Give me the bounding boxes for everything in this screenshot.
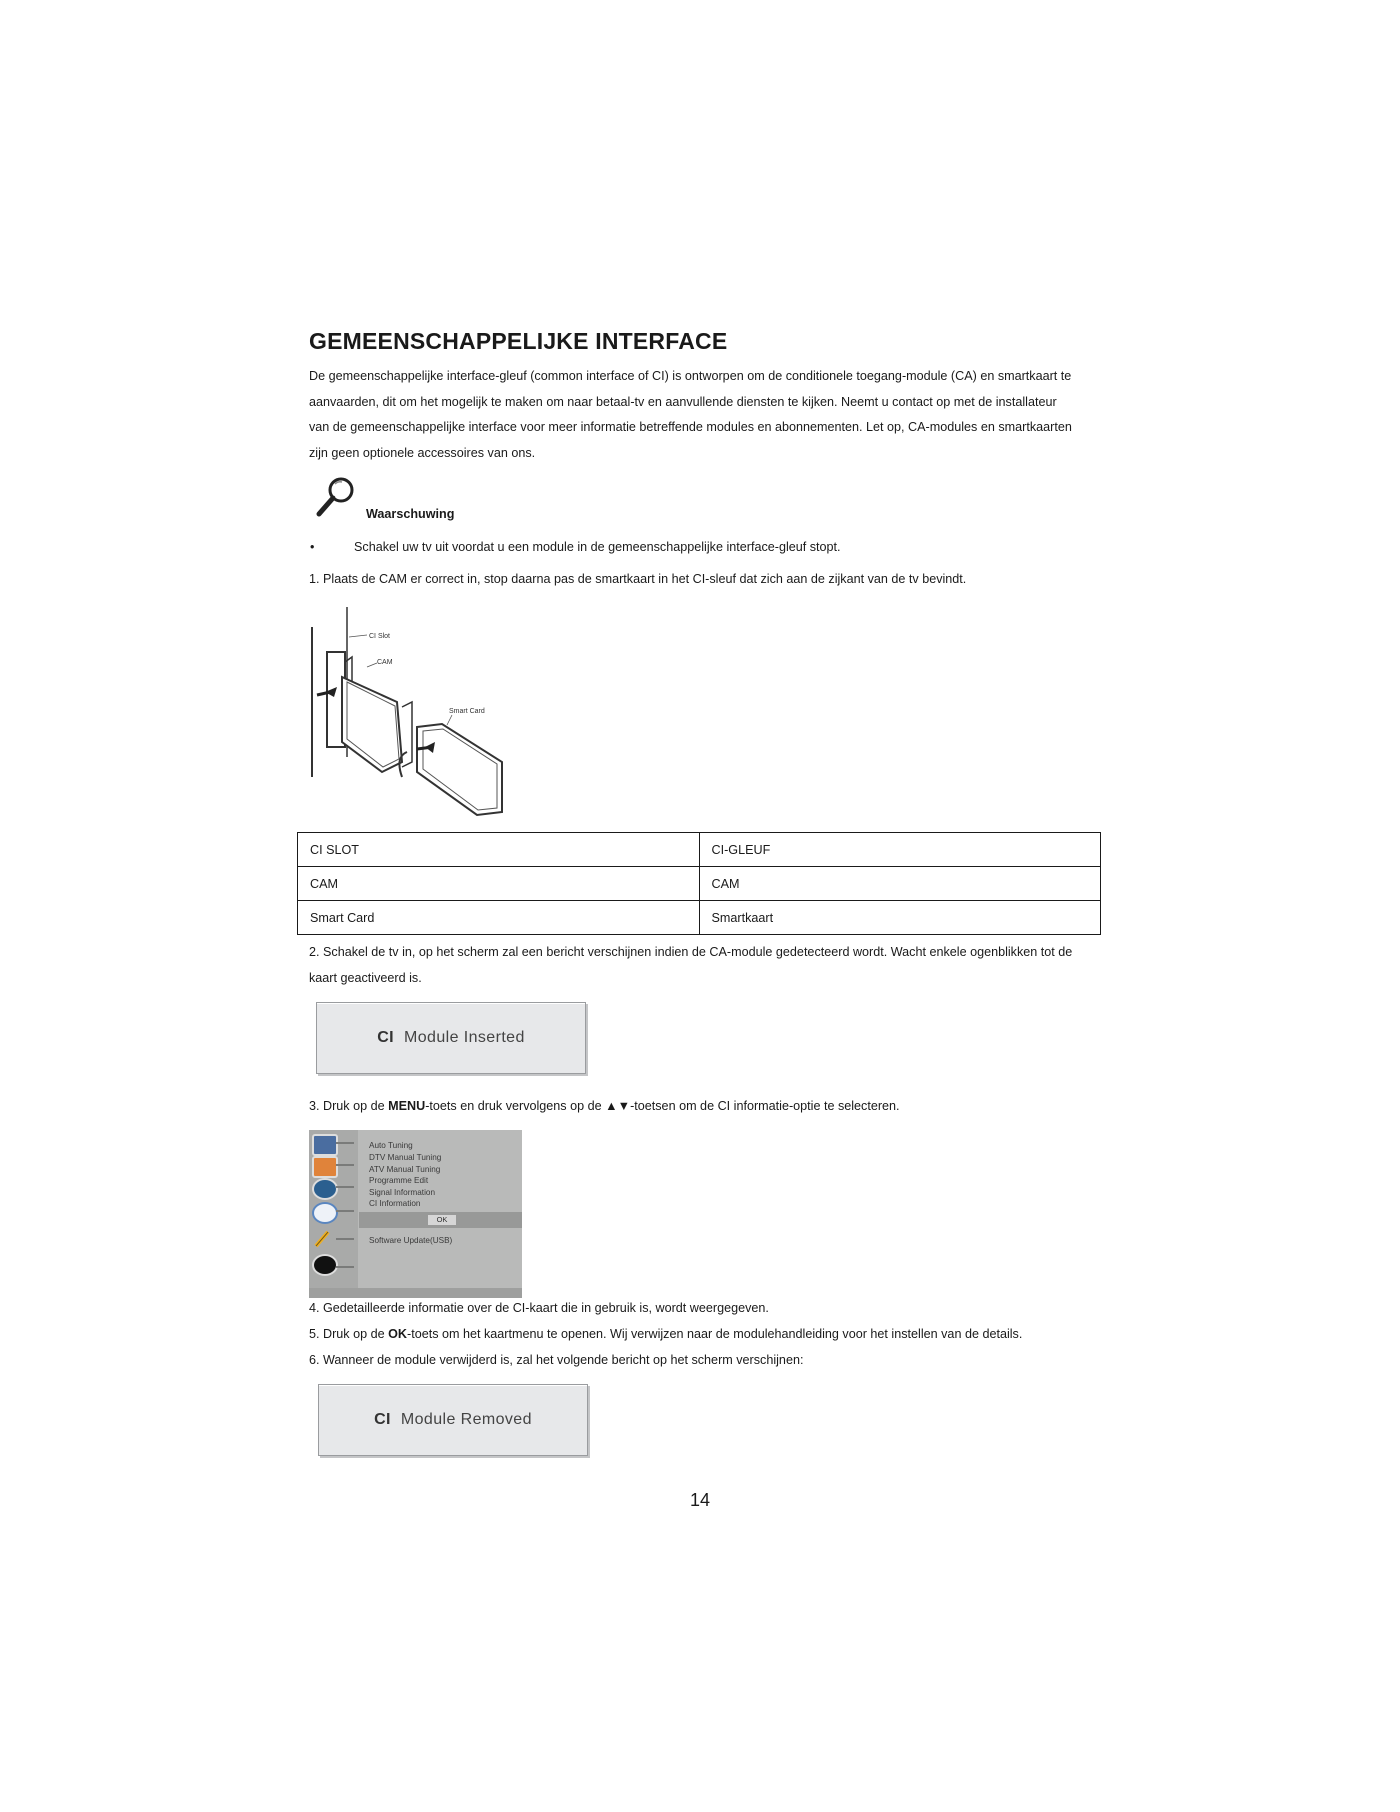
msg-text: Module Removed	[400, 1411, 532, 1428]
picture-icon	[312, 1134, 338, 1156]
step-5-before: 5. Druk op de	[309, 1327, 389, 1341]
intro-paragraph	[309, 364, 1099, 466]
channel-icon	[312, 1178, 338, 1200]
setting-icon	[312, 1230, 334, 1248]
table-cell: CI-GLEUF	[699, 833, 1101, 867]
terms-table	[297, 832, 1101, 935]
table-cell: Smartkaart	[699, 901, 1101, 935]
sidebar-label-bar	[336, 1186, 354, 1188]
menu-key: MENU	[388, 1099, 426, 1113]
intro-line: zijn geen optionele accessoires van ons.	[309, 445, 536, 460]
sound-icon	[312, 1156, 338, 1178]
step-5	[309, 1327, 1022, 1341]
step-5-after: -toets om het kaartmenu te openen. Wij verwijzen naar de modulehandleiding voor het instellen van de details.	[407, 1327, 1023, 1341]
step-1: 1. Plaats de CAM er correct in, stop daarna pas de smartkaart in het CI-sleuf dat zich aan de zijkant van de tv bevindt.	[309, 572, 967, 586]
menu-footer	[309, 1288, 522, 1298]
menu-sidebar	[309, 1130, 358, 1288]
menu-item: Auto Tuning	[369, 1141, 413, 1150]
lock-icon	[312, 1254, 338, 1276]
page-title: GEMEENSCHAPPELIJKE INTERFACE	[309, 328, 728, 354]
menu-item-software-update: Software Update(USB)	[369, 1236, 453, 1245]
menu-ok-button: OK	[428, 1215, 456, 1225]
sidebar-label-bar	[336, 1142, 354, 1144]
table-cell: CAM	[298, 867, 700, 901]
page-number: 14	[689, 1490, 711, 1510]
magnifier-icon	[313, 474, 359, 520]
menu-item: Signal Information	[369, 1188, 435, 1197]
table-row	[298, 867, 1101, 901]
intro-line: De gemeenschappelijke interface-gleuf (common interface of CI) is ontworpen om de conditionele toegang-module (CA) en smartkaart te	[309, 369, 1072, 383]
cam-insertion-diagram	[307, 607, 507, 819]
intro-line: aanvaarden, dit om het mogelijk te maken om naar betaal-tv en aanvullende diensten te kijken. Neemt u contact op met de installateur	[309, 394, 1057, 409]
sidebar-label-bar	[336, 1210, 354, 1212]
ok-key: OK	[388, 1327, 407, 1341]
arrow-keys: ▲▼	[605, 1099, 631, 1113]
bullet: •	[310, 540, 315, 554]
msg-text: Module Inserted	[404, 1029, 525, 1046]
time-icon	[312, 1202, 338, 1224]
step-3	[309, 1099, 900, 1113]
warning-text: Schakel uw tv uit voordat u een module in de gemeenschappelijke interface-gleuf stopt.	[354, 540, 841, 554]
menu-item: Programme Edit	[369, 1176, 429, 1185]
step-2	[309, 940, 1099, 991]
step-3-before: 3. Druk op de	[309, 1099, 389, 1113]
table-cell: CAM	[699, 867, 1101, 901]
msg-prefix: CI	[377, 1029, 395, 1046]
table-row	[298, 833, 1101, 867]
table-cell: CI SLOT	[298, 833, 700, 867]
diagram-label-smart-card: Smart Card	[449, 708, 485, 715]
menu-item: ATV Manual Tuning	[369, 1165, 441, 1174]
diagram-label-cam: CAM	[377, 659, 393, 666]
sidebar-label-bar	[336, 1266, 354, 1268]
ci-module-inserted-message	[316, 1002, 586, 1074]
step-3-middle: -toets en druk vervolgens op de	[425, 1099, 606, 1113]
tv-menu-screenshot	[309, 1130, 522, 1298]
step-2-line: kaart geactiveerd is.	[309, 970, 422, 985]
table-cell: Smart Card	[298, 901, 700, 935]
intro-line: van de gemeenschappelijke interface voor meer informatie betreffende modules en abonnementen. Let op, CA-modules en smartkaarten	[309, 420, 1072, 434]
step-3-after: -toetsen om de CI informatie-optie te selecteren.	[630, 1099, 900, 1113]
table-row	[298, 901, 1101, 935]
sidebar-label-bar	[336, 1164, 354, 1166]
sidebar-label-bar	[336, 1238, 354, 1240]
step-2-line: 2. Schakel de tv in, op het scherm zal een bericht verschijnen indien de CA-module gedetecteerd wordt. Wacht enkele ogenblikken tot de	[309, 945, 1073, 959]
step-4: 4. Gedetailleerde informatie over de CI-kaart die in gebruik is, wordt weergegeven.	[309, 1301, 769, 1315]
msg-prefix: CI	[374, 1411, 391, 1428]
warning-label: Waarschuwing	[366, 507, 455, 521]
ci-module-removed-message	[318, 1384, 588, 1456]
step-6: 6. Wanneer de module verwijderd is, zal het volgende bericht op het scherm verschijnen:	[309, 1353, 804, 1367]
menu-item-ci-information: CI Information	[369, 1199, 421, 1208]
menu-item: DTV Manual Tuning	[369, 1153, 442, 1162]
diagram-label-ci-slot: CI Slot	[369, 633, 391, 640]
